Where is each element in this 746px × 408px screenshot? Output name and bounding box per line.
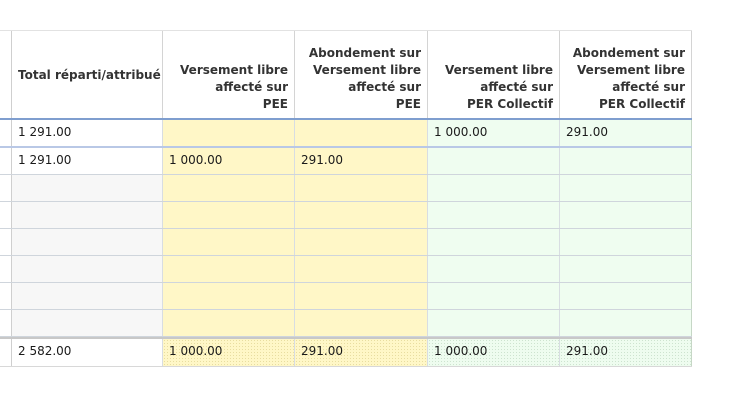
cell-vl-pee[interactable] [163, 120, 295, 146]
cell-abondement-vl-per[interactable] [560, 310, 692, 336]
cell-vl-per[interactable] [428, 283, 560, 309]
row-selector[interactable] [0, 256, 12, 282]
cell-total[interactable] [12, 202, 163, 228]
cell-abondement-vl-per[interactable] [560, 175, 692, 201]
cell-vl-pee[interactable] [163, 310, 295, 336]
cell-abondement-vl-pee[interactable] [295, 202, 428, 228]
cell-abondement-vl-per[interactable] [560, 256, 692, 282]
table-row[interactable] [0, 283, 692, 310]
cell-abondement-vl-per[interactable] [560, 148, 692, 174]
grid-body [0, 120, 692, 367]
row-selector[interactable] [0, 175, 12, 201]
cell-abondement-vl-per[interactable] [560, 283, 692, 309]
cell-abondement-vl-pee[interactable] [295, 310, 428, 336]
total-row [0, 337, 692, 367]
column-header-vl-per[interactable]: Versement libre affecté sur PER Collectif [428, 31, 560, 119]
cell-vl-per[interactable] [428, 148, 560, 174]
column-header-total[interactable]: Total réparti/attribué [12, 31, 163, 119]
cell-abondement-vl-per[interactable] [560, 229, 692, 255]
table-row[interactable] [0, 256, 692, 283]
cell-abondement-vl-pee[interactable] [295, 175, 428, 201]
cell-abondement-vl-per[interactable] [560, 202, 692, 228]
cell-vl-pee[interactable] [163, 229, 295, 255]
cell-total[interactable]: 1 291.00 [12, 120, 163, 146]
allocation-grid [0, 30, 692, 366]
cell-vl-pee[interactable] [163, 202, 295, 228]
cell-abondement-vl-pee[interactable] [295, 256, 428, 282]
table-row[interactable] [0, 175, 692, 202]
row-selector[interactable] [0, 148, 12, 174]
table-row[interactable] [0, 202, 692, 229]
cell-total[interactable] [12, 256, 163, 282]
cell-total[interactable] [12, 175, 163, 201]
column-header-vl-pee[interactable]: Versement libre affecté sur PEE [163, 31, 295, 119]
cell-total[interactable] [12, 310, 163, 336]
cell-vl-per[interactable] [428, 256, 560, 282]
cell-abondement-vl-pee[interactable]: 291.00 [295, 148, 428, 174]
column-header-abondement-vl-per[interactable]: Abondement sur Versement libre affecté sur PER Collectif [560, 31, 692, 119]
row-selector[interactable] [0, 283, 12, 309]
cell-vl-per[interactable] [428, 175, 560, 201]
row-header-spacer [0, 31, 12, 119]
cell-vl-per[interactable] [428, 202, 560, 228]
cell-vl-pee[interactable] [163, 175, 295, 201]
cell-total[interactable] [12, 229, 163, 255]
total-cell-abondement-vl-per: 291.00 [560, 339, 692, 366]
cell-abondement-vl-pee[interactable] [295, 229, 428, 255]
grid-header [0, 30, 692, 119]
row-selector [0, 339, 12, 366]
table-row[interactable] [0, 148, 692, 175]
cell-vl-per[interactable] [428, 229, 560, 255]
cell-vl-per[interactable]: 1 000.00 [428, 120, 560, 146]
cell-vl-pee[interactable]: 1 000.00 [163, 148, 295, 174]
cell-vl-pee[interactable] [163, 283, 295, 309]
cell-abondement-vl-pee[interactable] [295, 120, 428, 146]
cell-vl-per[interactable] [428, 310, 560, 336]
row-selector[interactable] [0, 310, 12, 336]
total-cell-abondement-vl-pee: 291.00 [295, 339, 428, 366]
summary-row[interactable] [0, 120, 692, 148]
cell-vl-pee[interactable] [163, 256, 295, 282]
row-selector[interactable] [0, 202, 12, 228]
total-cell-vl-pee: 1 000.00 [163, 339, 295, 366]
cell-total[interactable]: 1 291.00 [12, 148, 163, 174]
cell-total[interactable] [12, 283, 163, 309]
total-cell-vl-per: 1 000.00 [428, 339, 560, 366]
table-row[interactable] [0, 229, 692, 256]
column-header-abondement-vl-pee[interactable]: Abondement sur Versement libre affecté sur PEE [295, 31, 428, 119]
row-selector[interactable] [0, 120, 12, 146]
row-selector[interactable] [0, 229, 12, 255]
cell-abondement-vl-pee[interactable] [295, 283, 428, 309]
cell-abondement-vl-per[interactable]: 291.00 [560, 120, 692, 146]
total-cell-total: 2 582.00 [12, 339, 163, 366]
table-row[interactable] [0, 310, 692, 337]
